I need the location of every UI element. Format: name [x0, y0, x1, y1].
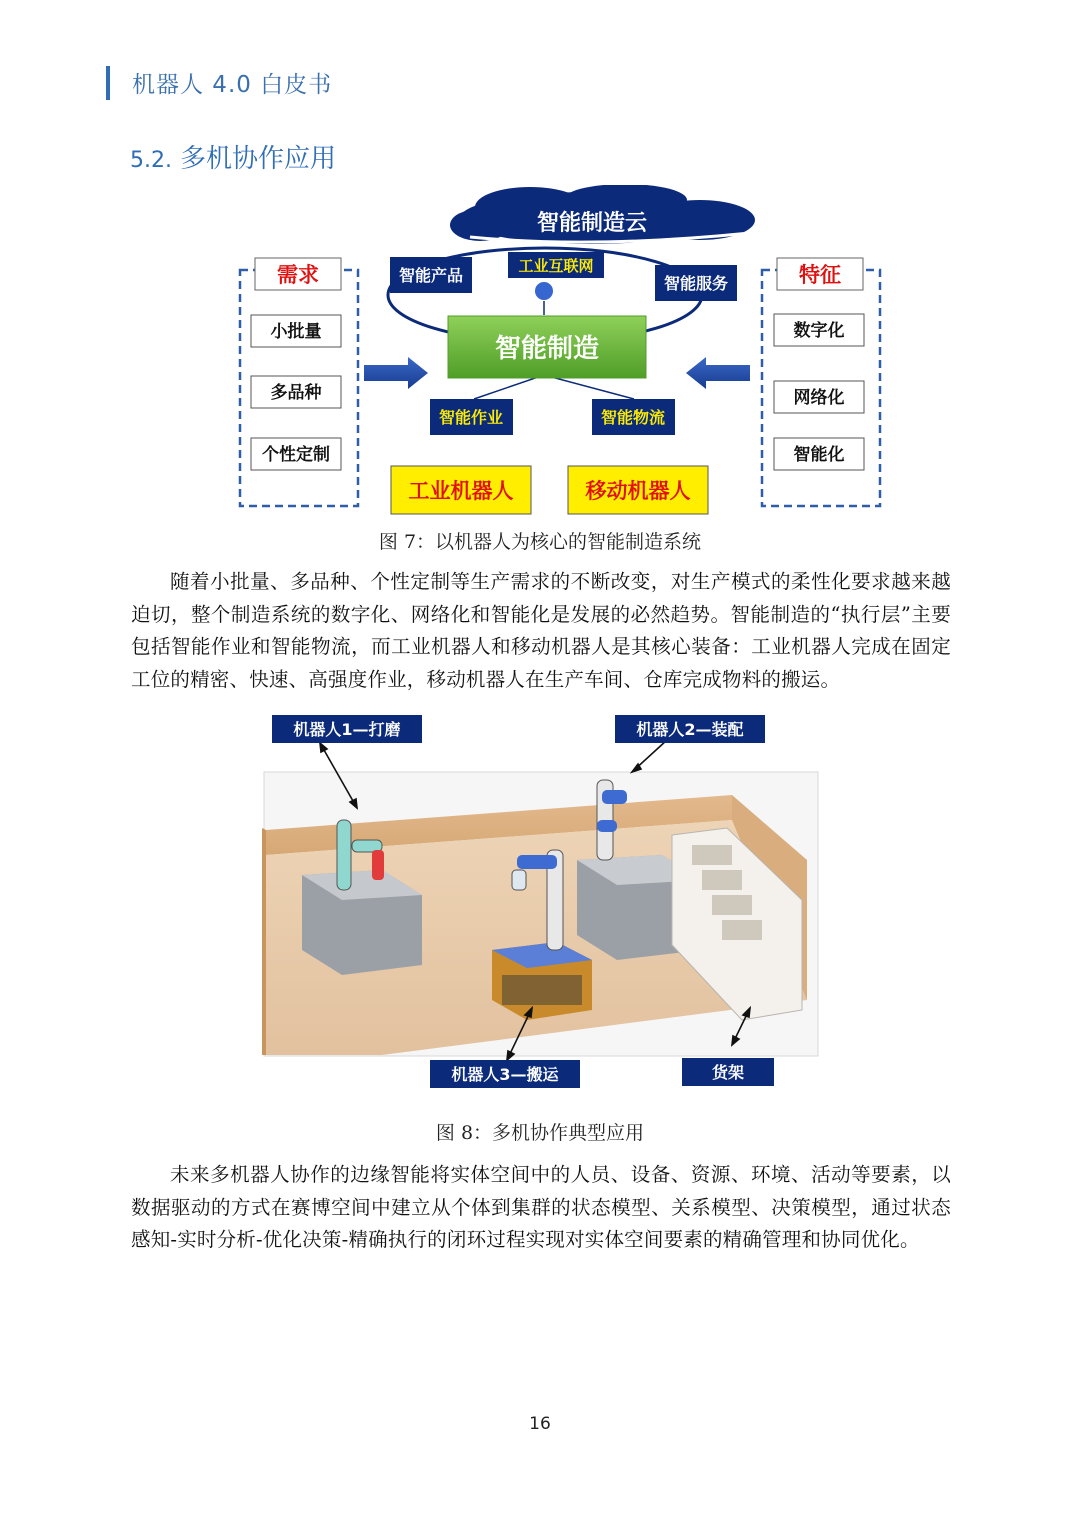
section-number: 5.2.	[130, 148, 172, 173]
operation-label: 智能作业	[438, 408, 504, 427]
label-4-text: 货架	[711, 1063, 745, 1082]
feature-item-2: 网络化	[793, 388, 845, 408]
section-heading	[130, 138, 336, 175]
room-left-wall	[262, 828, 266, 1055]
iiot-node	[534, 281, 554, 301]
logistics-label: 智能物流	[600, 408, 666, 427]
header-title: 机器人 4.0 白皮书	[132, 72, 333, 98]
body-paragraph-2: 未来多机器人协作的边缘智能将实体空间中的人员、设备、资源、环境、活动等要素，以数据驱动的方式在赛博空间中建立从个体到集群的状态模型、关系模型、决策模型，通过状态感知-实时分析-优化决策-精确执行的闭环过程实现对实体空间要素的精确管理和协同优化。	[131, 1163, 951, 1251]
cloud-label: 智能制造云	[536, 211, 648, 236]
header-accent-bar	[106, 66, 110, 100]
label-1-text: 机器人1—打磨	[293, 720, 401, 739]
right-arrow-icon	[686, 357, 750, 389]
industrial-robot-label: 工业机器人	[408, 479, 514, 503]
page-number: 16	[529, 1414, 551, 1434]
demand-item-2: 多品种	[270, 383, 322, 403]
figure-7-caption: 图 7：以机器人为核心的智能制造系统	[378, 531, 702, 553]
section-title: 多机协作应用	[179, 144, 336, 174]
center-label: 智能制造	[494, 334, 600, 364]
body-paragraph-1: 随着小批量、多品种、个性定制等生产需求的不断改变，对生产模式的柔性化要求越来越迫切，整个制造系统的数字化、网络化和智能化是发展的必然趋势。智能制造的“执行层”主要包括智能作业和智能物流，而工业机器人和移动机器人是其核心装备：工业机器人完成在固定工位的精密、快速、高强度作业，移动机器人在生产车间、仓库完成物料的搬运。	[131, 570, 951, 691]
feature-title: 特征	[799, 263, 841, 287]
product-label: 智能产品	[398, 266, 464, 285]
label-2-text: 机器人2—装配	[636, 720, 744, 739]
demand-item-3: 个性定制	[262, 445, 330, 465]
demand-item-1: 小批量	[270, 322, 322, 342]
figure-8-caption: 图 8：多机协作典型应用	[435, 1122, 645, 1144]
figure-7-diagram	[230, 185, 890, 520]
feature-item-1: 数字化	[793, 321, 845, 341]
feature-item-3: 智能化	[793, 445, 845, 465]
label-3-text: 机器人3—搬运	[451, 1065, 559, 1084]
left-arrow-icon	[364, 357, 428, 389]
figure-8-illustration	[262, 710, 822, 1100]
demand-title: 需求	[277, 263, 319, 287]
iiot-label: 工业互联网	[518, 257, 594, 275]
mobile-robot-label: 移动机器人	[585, 479, 691, 503]
service-label: 智能服务	[663, 274, 729, 293]
